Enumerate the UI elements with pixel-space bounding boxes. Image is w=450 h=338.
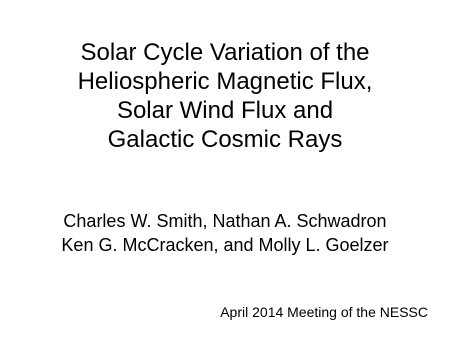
title-line-1: Solar Cycle Variation of the (80, 39, 370, 66)
title-line-2: Heliospheric Magnetic Flux, (77, 68, 373, 95)
author-line-1: Charles W. Smith, Nathan A. Schwadron (63, 211, 387, 231)
title-line-4: Galactic Cosmic Rays (107, 126, 343, 153)
meeting-info: April 2014 Meeting of the NESSC (220, 304, 428, 320)
slide-title (0, 38, 450, 154)
title-line-3: Solar Wind Flux and (116, 97, 334, 124)
author-list (0, 209, 450, 257)
author-line-2: Ken G. McCracken, and Molly L. Goelzer (61, 235, 389, 255)
